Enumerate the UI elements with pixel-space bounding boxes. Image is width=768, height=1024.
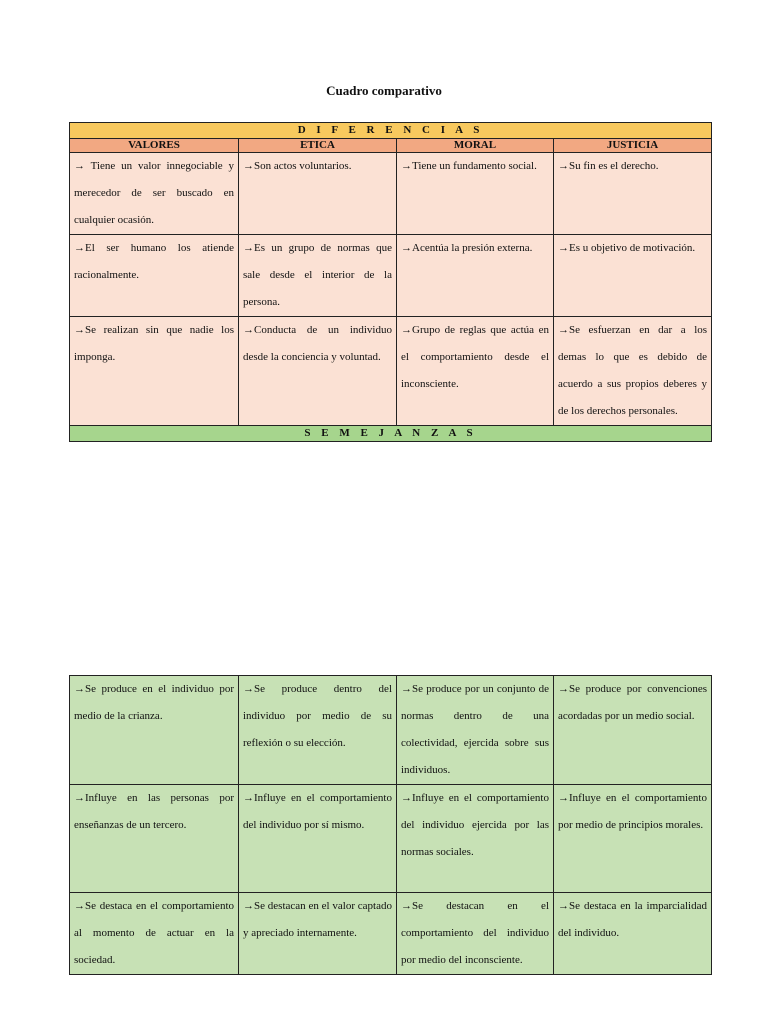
table-cell: →Son actos voluntarios. xyxy=(239,153,397,235)
table-cell: →Se produce dentro del individuo por medio de su reflexión o su elección. xyxy=(239,676,397,785)
table-cell: →Tiene un fundamento social. xyxy=(397,153,554,235)
column-header-etica: ETICA xyxy=(239,139,397,153)
table-cell: →Su fin es el derecho. xyxy=(554,153,712,235)
table-cell: →El ser humano los atiende racionalmente. xyxy=(70,235,239,317)
table-cell: →Se esfuerzan en dar a los demas lo que es debido de acuerdo a sus propios deberes y de los derechos personales. xyxy=(554,317,712,426)
table-row xyxy=(70,785,712,893)
page-title: Cuadro comparativo xyxy=(326,83,442,98)
table-cell: →Se destacan en el comportamiento del individuo por medio del inconsciente. xyxy=(397,893,554,975)
differences-table xyxy=(69,122,712,442)
column-header-justicia: JUSTICIA xyxy=(554,139,712,153)
table-cell: →Influye en las personas por enseñanzas de un tercero. xyxy=(70,785,239,893)
table-cell: →Acentúa la presión externa. xyxy=(397,235,554,317)
table-cell: →Se destaca en el comportamiento al momento de actuar en la sociedad. xyxy=(70,893,239,975)
table-cell: →Se destaca en la imparcialidad del individuo. xyxy=(554,893,712,975)
column-header-moral: MORAL xyxy=(397,139,554,153)
table-row xyxy=(70,317,712,426)
column-header-valores: VALORES xyxy=(70,139,239,153)
table-cell: →Se produce por un conjunto de normas dentro de una colectividad, ejercida sobre sus individuos. xyxy=(397,676,554,785)
differences-heading: D I F E R E N C I A S xyxy=(70,123,712,139)
table-cell: →Se realizan sin que nadie los imponga. xyxy=(70,317,239,426)
table-row xyxy=(70,235,712,317)
table-row xyxy=(70,893,712,975)
table-cell: → Tiene un valor innegociable y merecedor de ser buscado en cualquier ocasión. xyxy=(70,153,239,235)
table-row xyxy=(70,676,712,785)
table-cell: →Se produce por convenciones acordadas por un medio social. xyxy=(554,676,712,785)
table-cell: →Se produce en el individuo por medio de la crianza. xyxy=(70,676,239,785)
similarities-heading: S E M E J A N Z A S xyxy=(70,426,712,442)
table-cell: →Influye en el comportamiento del individuo ejercida por las normas sociales. xyxy=(397,785,554,893)
table-cell: →Conducta de un individuo desde la conciencia y voluntad. xyxy=(239,317,397,426)
table-cell: →Es u objetivo de motivación. xyxy=(554,235,712,317)
table-cell: →Grupo de reglas que actúa en el comportamiento desde el inconsciente. xyxy=(397,317,554,426)
table-cell: →Influye en el comportamiento por medio de principios morales. xyxy=(554,785,712,893)
table-cell: →Se destacan en el valor captado y apreciado internamente. xyxy=(239,893,397,975)
similarities-table xyxy=(69,675,712,975)
table-row xyxy=(70,153,712,235)
table-cell: →Influye en el comportamiento del individuo por sí mismo. xyxy=(239,785,397,893)
table-cell: →Es un grupo de normas que sale desde el interior de la persona. xyxy=(239,235,397,317)
